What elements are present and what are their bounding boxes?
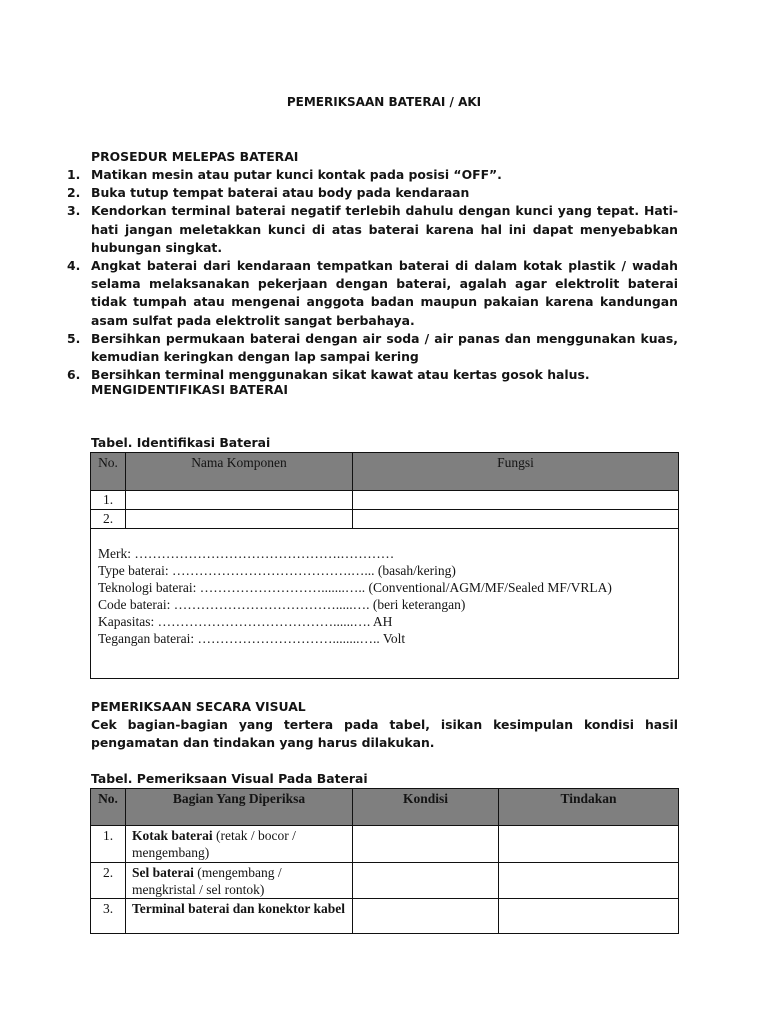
step-item (67, 184, 678, 202)
info-capacity: Kapasitas: …………………………………......…. AH (98, 614, 393, 629)
battery-info-row (91, 529, 679, 679)
part-cell (126, 826, 353, 863)
function-cell[interactable] (353, 510, 679, 529)
table-row (91, 826, 679, 863)
document-title: PEMERIKSAAN BATERAI / AKI (286, 95, 482, 109)
table-header-row (91, 453, 679, 491)
action-cell[interactable] (499, 826, 679, 863)
row-number: 1. (91, 491, 126, 510)
action-cell[interactable] (499, 863, 679, 899)
step-item (67, 330, 678, 366)
step-number: 2. (67, 185, 81, 201)
step-text: Matikan mesin atau putar kunci kontak pada posisi “OFF”. (91, 167, 502, 182)
info-code: Code baterai: ……………………………….....…. (beri keterangan) (98, 597, 466, 612)
visual-inspection-paragraph: Cek bagian-bagian yang tertera pada tabel, isikan kesimpulan kondisi hasil pengamatan dan tindakan yang harus dilakukan. (91, 717, 678, 751)
row-number: 2. (91, 863, 126, 899)
row-number: 3. (91, 899, 126, 934)
header-no: No. (91, 453, 126, 491)
step-text: Bersihkan permukaan baterai dengan air soda / air panas dan menggunakan kuas, kemudian keringkan dengan lap sampai kering (91, 330, 678, 365)
part-name: Kotak baterai (132, 828, 213, 843)
info-type: Type baterai: ………………………………….…... (basah/kering) (98, 563, 456, 578)
table-row (91, 899, 679, 934)
step-number: 5. (67, 330, 81, 346)
section-heading-remove-battery: PROSEDUR MELEPAS BATERAI (91, 149, 299, 164)
part-cell (126, 863, 353, 899)
visual-inspection-table (90, 788, 679, 934)
part-cell (126, 899, 353, 934)
section-heading-visual-inspection: PEMERIKSAAN SECARA VISUAL (91, 699, 306, 714)
header-action: Tindakan (499, 789, 679, 826)
part-note: (retak / bocor / mengembang) (132, 828, 296, 860)
table-row (91, 510, 679, 529)
header-no: No. (91, 789, 126, 826)
condition-cell[interactable] (353, 863, 499, 899)
step-item (67, 202, 678, 257)
table-caption-visual: Tabel. Pemeriksaan Visual Pada Baterai (91, 771, 368, 786)
row-number: 1. (91, 826, 126, 863)
part-name: Sel baterai (132, 865, 194, 880)
battery-info-cell (91, 529, 679, 679)
step-text: Buka tutup tempat baterai atau body pada kendaraan (91, 185, 470, 201)
step-number: 6. (67, 367, 81, 383)
table-row (91, 491, 679, 510)
table-row (91, 863, 679, 899)
info-technology: Teknologi baterai: ……………………….......….. (Conventional/AGM/MF/Sealed MF/VRLA) (98, 580, 612, 595)
step-number: 3. (67, 203, 81, 219)
step-number: 1. (67, 167, 81, 182)
step-item (67, 166, 678, 184)
header-component-name: Nama Komponen (126, 453, 353, 491)
step-item (67, 257, 678, 330)
function-cell[interactable] (353, 491, 679, 510)
table-header-row (91, 789, 679, 826)
header-function: Fungsi (353, 453, 679, 491)
header-condition: Kondisi (353, 789, 499, 826)
header-part-inspected: Bagian Yang Diperiksa (126, 789, 353, 826)
component-name-cell[interactable] (126, 510, 353, 529)
info-voltage: Tegangan baterai: …………………………........….. Volt (98, 631, 406, 646)
component-name-cell[interactable] (126, 491, 353, 510)
row-number: 2. (91, 510, 126, 529)
removal-steps-list (67, 166, 678, 384)
battery-identification-table (90, 452, 679, 679)
action-cell[interactable] (499, 899, 679, 934)
part-note: (mengembang / mengkristal / sel rontok) (132, 865, 282, 897)
info-merk: Merk: ……………………………………….………… (98, 546, 395, 561)
step-text: Angkat baterai dari kendaraan tempatkan baterai di dalam kotak plastik / wadah selama melaksanakan pekerjaan dengan baterai, agalah agar elektrolit baterai tidak tumpah atau mengenai anggota badan maupun pakaian karena kandungan asam sulfat pada elektrolit sangat berbahaya. (91, 258, 678, 328)
step-number: 4. (67, 258, 81, 274)
table-caption-identification: Tabel. Identifikasi Baterai (91, 435, 271, 450)
part-name: Terminal baterai dan konektor kabel (132, 901, 346, 916)
condition-cell[interactable] (353, 899, 499, 934)
section-heading-identify-battery: MENGIDENTIFIKASI BATERAI (91, 382, 288, 397)
step-text: Bersihkan terminal menggunakan sikat kawat atau kertas gosok halus. (91, 367, 590, 383)
step-text: Kendorkan terminal baterai negatif terlebih dahulu dengan kunci yang tepat. Hati-hati jangan meletakkan kunci di atas baterai karena hal ini dapat menyebabkan hubungan singkat. (91, 203, 678, 255)
condition-cell[interactable] (353, 826, 499, 863)
